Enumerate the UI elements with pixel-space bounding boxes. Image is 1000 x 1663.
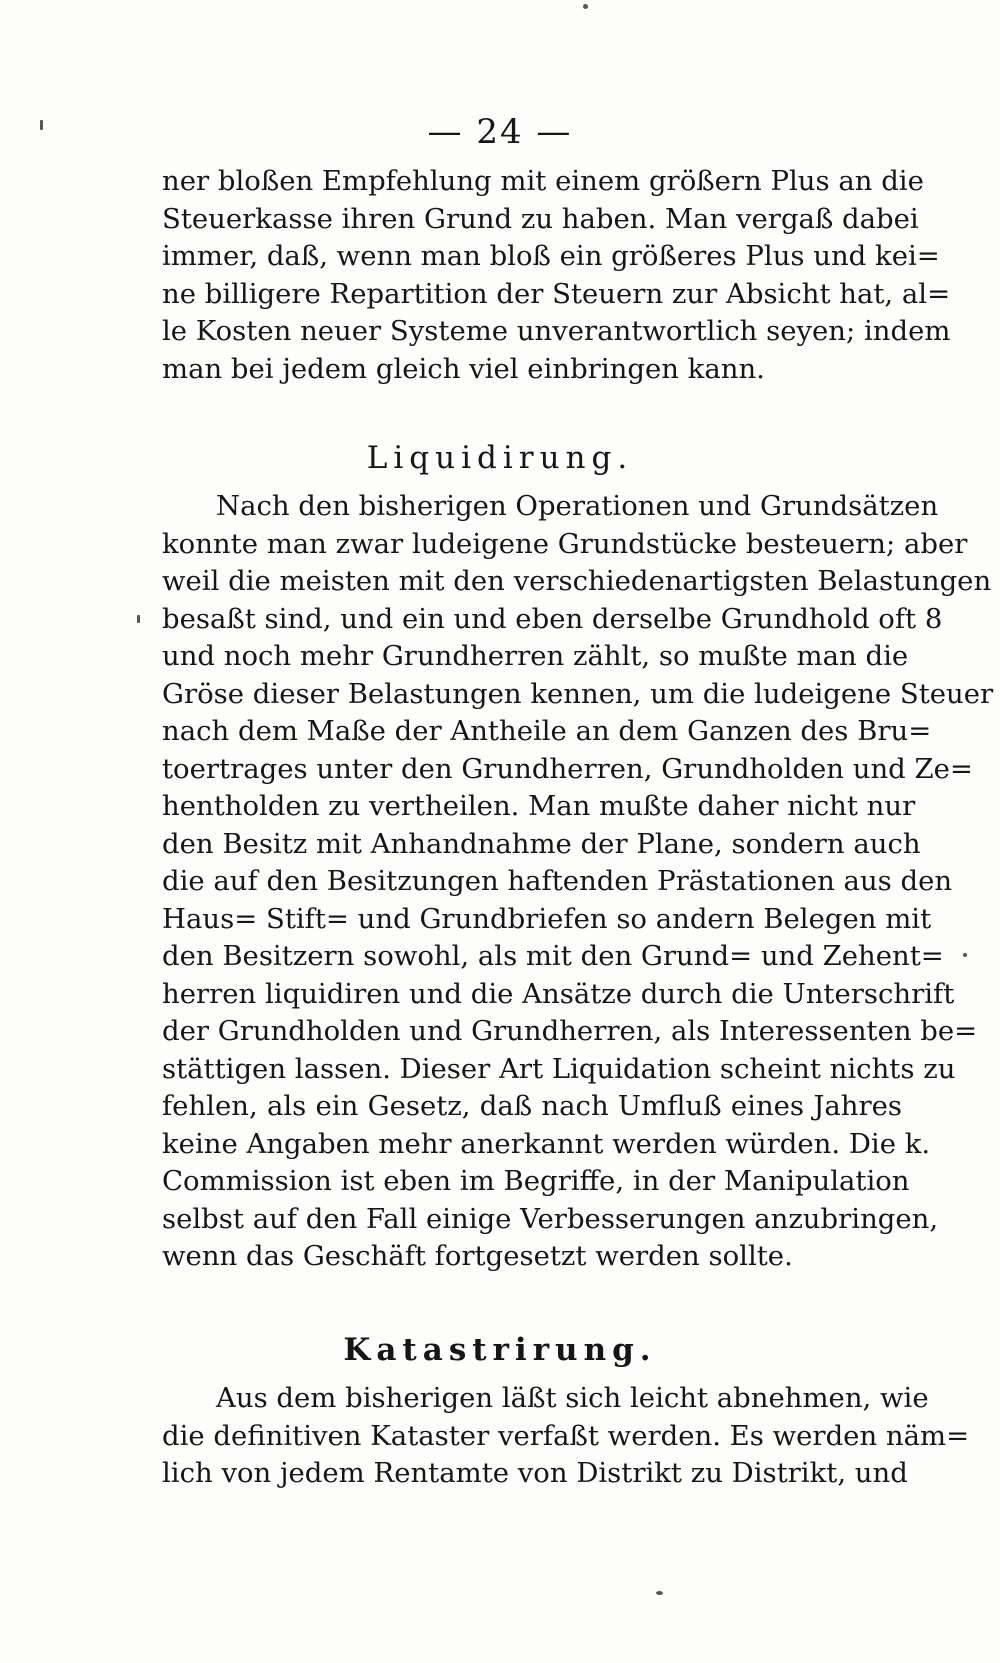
- scan-speck: [583, 4, 588, 9]
- text-line: ne billigere Repartition der Steuern zur Absicht hat, al=: [162, 277, 951, 310]
- text-line: man bei jedem gleich viel einbringen kann.: [162, 352, 765, 385]
- text-line: selbst auf den Fall einige Verbesserungen anzubringen,: [162, 1202, 939, 1235]
- text-line: Nach den bisherigen Operationen und Grundsätzen: [216, 490, 939, 522]
- paragraph-liquidirung: [162, 488, 994, 1276]
- text-line: besaßt sind, und ein und eben derselbe Grundhold oft 8: [162, 602, 943, 635]
- text-line: weil die meisten mit den verschiedenartigsten Belastungen: [162, 565, 992, 597]
- text-line: die auf den Besitzungen haftenden Prästationen aus den: [162, 865, 953, 897]
- text-line: nach dem Maße der Antheile an dem Ganzen des Bru=: [162, 715, 932, 747]
- text-line: Steuerkasse ihren Grund zu haben. Man vergaß dabei: [162, 202, 919, 235]
- text-line: der Grundholden und Grundherren, als Interessenten be=: [162, 1015, 978, 1047]
- text-line: Aus dem bisherigen läßt sich leicht abnehmen, wie: [216, 1382, 929, 1414]
- text-line: stättigen lassen. Dieser Art Liquidation scheint nichts zu: [162, 1052, 956, 1085]
- text-line: herren liquidiren und die Ansätze durch die Unterschrift: [162, 977, 955, 1010]
- text-line: Commission ist eben im Begriffe, in der Manipulation: [162, 1165, 910, 1197]
- text-line: keine Angaben mehr anerkannt werden würden. Die k.: [162, 1127, 931, 1160]
- text-line: Haus= Stift= und Grundbriefen so andern Belegen mit: [162, 902, 932, 935]
- text-line: den Besitz mit Anhandnahme der Plane, sondern auch: [162, 827, 921, 860]
- text-line: ner bloßen Empfehlung mit einem größern Plus an die: [162, 165, 924, 197]
- text-line: die definitiven Kataster verfaßt werden. Es werden näm=: [162, 1419, 970, 1452]
- section-heading-katastrirung: Katastrirung.: [343, 1332, 657, 1368]
- paragraph-continuation: [162, 163, 951, 388]
- scan-speck: [40, 120, 43, 130]
- text-line: wenn das Geschäft fortgesetzt werden sollte.: [162, 1240, 793, 1272]
- page-number: — 24 —: [427, 112, 573, 152]
- text-line: Gröse dieser Belastungen kennen, um die ludeigene Steuer: [162, 677, 994, 710]
- section-heading-liquidirung: Liquidirung.: [366, 440, 634, 476]
- text-line: toertrages unter den Grundherren, Grundholden und Ze=: [162, 752, 973, 785]
- scan-speck: [137, 615, 140, 623]
- text-line: fehlen, als ein Gesetz, daß nach Umfluß eines Jahres: [162, 1090, 902, 1122]
- text-line: den Besitzern sowohl, als mit den Grund= und Zehent=: [162, 940, 944, 972]
- paragraph-katastrirung: [162, 1380, 970, 1493]
- text-line: hentholden zu vertheilen. Man mußte daher nicht nur: [162, 790, 916, 822]
- scan-speck: [656, 1591, 663, 1595]
- text-line: und noch mehr Grundherren zählt, so mußte man die: [162, 640, 909, 672]
- text-line: lich von jedem Rentamte von Distrikt zu Distrikt, und: [162, 1457, 908, 1489]
- scan-speck: [963, 953, 967, 957]
- text-line: le Kosten neuer Systeme unverantwortlich seyen; indem: [162, 315, 951, 347]
- text-line: immer, daß, wenn man bloß ein größeres Plus und kei=: [162, 240, 940, 272]
- text-line: konnte man zwar ludeigene Grundstücke besteuern; aber: [162, 527, 968, 560]
